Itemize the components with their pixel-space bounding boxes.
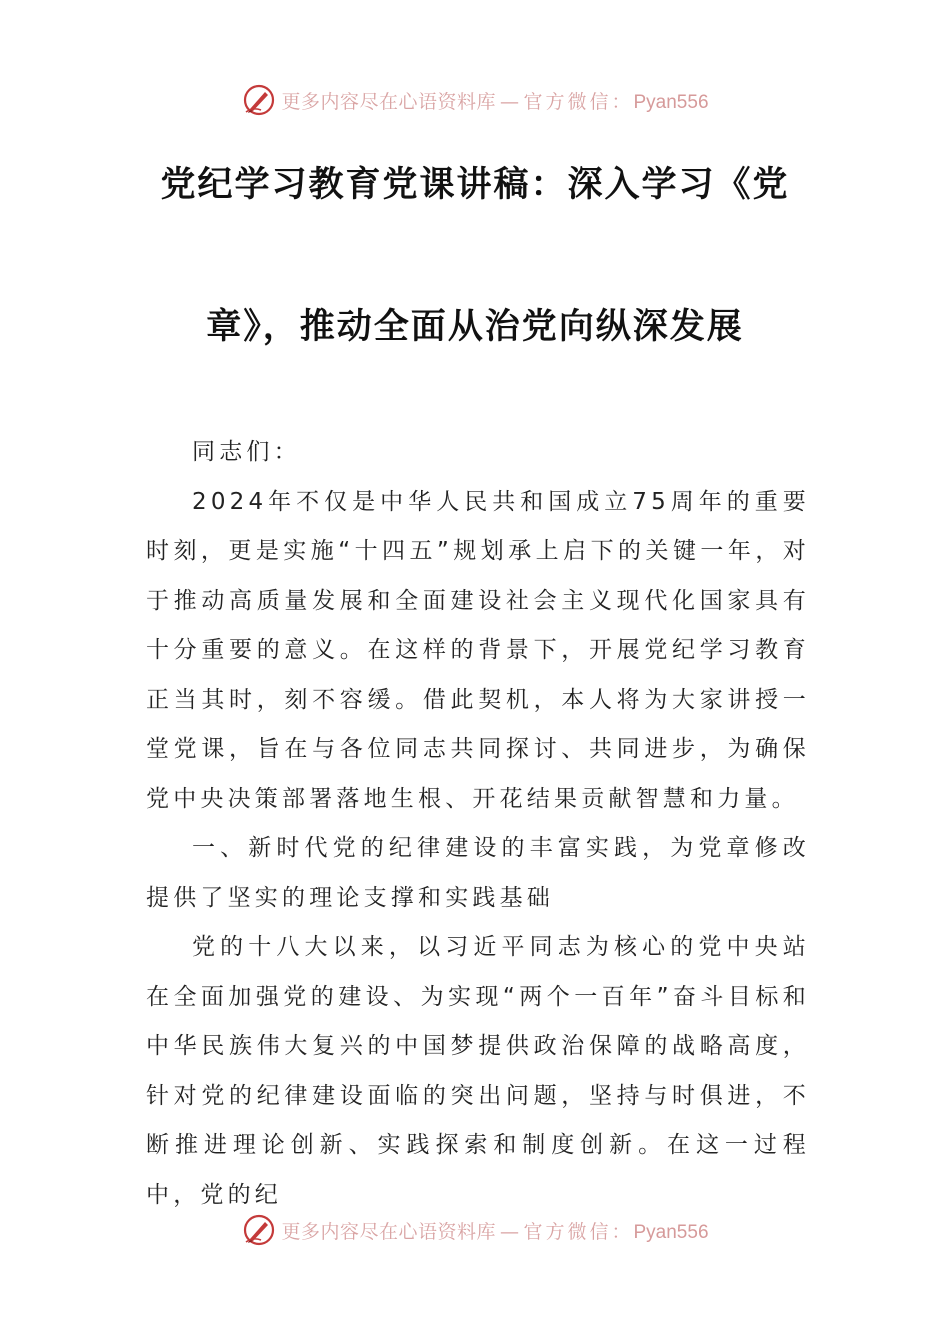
pen-logo-icon	[241, 1212, 277, 1248]
paragraph-intro: 2024年不仅是中华人民共和国成立75周年的重要时刻，更是实施“十四五”规划承上启下的关键一年，对于推动高质量发展和全面建设社会主义现代化国家具有十分重要的意义。在这样的背景下，开展党纪学习教育正当其时，刻不容缓。借此契机，本人将为大家讲授一堂党课，旨在与各位同志共同探讨、共同进步，为确保党中央决策部署落地生根、开花结果贡献智慧和力量。	[146, 488, 810, 812]
watermark-wechat-label: 官方微信：	[523, 90, 634, 113]
watermark-separator: —	[499, 1220, 520, 1243]
watermark-prefix: 更多内容尽在心语资料库	[281, 1220, 496, 1243]
document-body	[146, 428, 810, 1220]
watermark-prefix: 更多内容尽在心语资料库	[281, 90, 496, 113]
watermark-wechat-id: Pyan556	[633, 91, 709, 113]
page-title	[130, 150, 820, 398]
watermark-wechat-label: 官方微信：	[523, 1220, 634, 1243]
watermark-text	[281, 87, 708, 114]
section-heading-1: 一、新时代党的纪律建设的丰富实践，为党章修改提供了坚实的理论支撑和实践基础	[146, 835, 810, 911]
title-line-2: 章》，推动全面从治党向纵深发展	[206, 307, 744, 347]
footer-watermark	[0, 1210, 950, 1250]
pen-logo-icon	[241, 82, 277, 118]
watermark-wechat-id: Pyan556	[633, 1221, 709, 1243]
title-line-1: 党纪学习教育党课讲稿：深入学习《党	[160, 165, 790, 205]
salutation: 同志们：	[192, 439, 301, 465]
watermark-separator: —	[499, 90, 520, 113]
paragraph-section-1: 党的十八大以来，以习近平同志为核心的党中央站在全面加强党的建设、为实现“两个一百年”奋斗目标和中华民族伟大复兴的中国梦提供政治保障的战略高度，针对党的纪律建设面临的突出问题，坚持与时俱进，不断推进理论创新、实践探索和制度创新。在这一过程中，党的纪	[146, 934, 810, 1208]
watermark-text	[281, 1217, 708, 1244]
